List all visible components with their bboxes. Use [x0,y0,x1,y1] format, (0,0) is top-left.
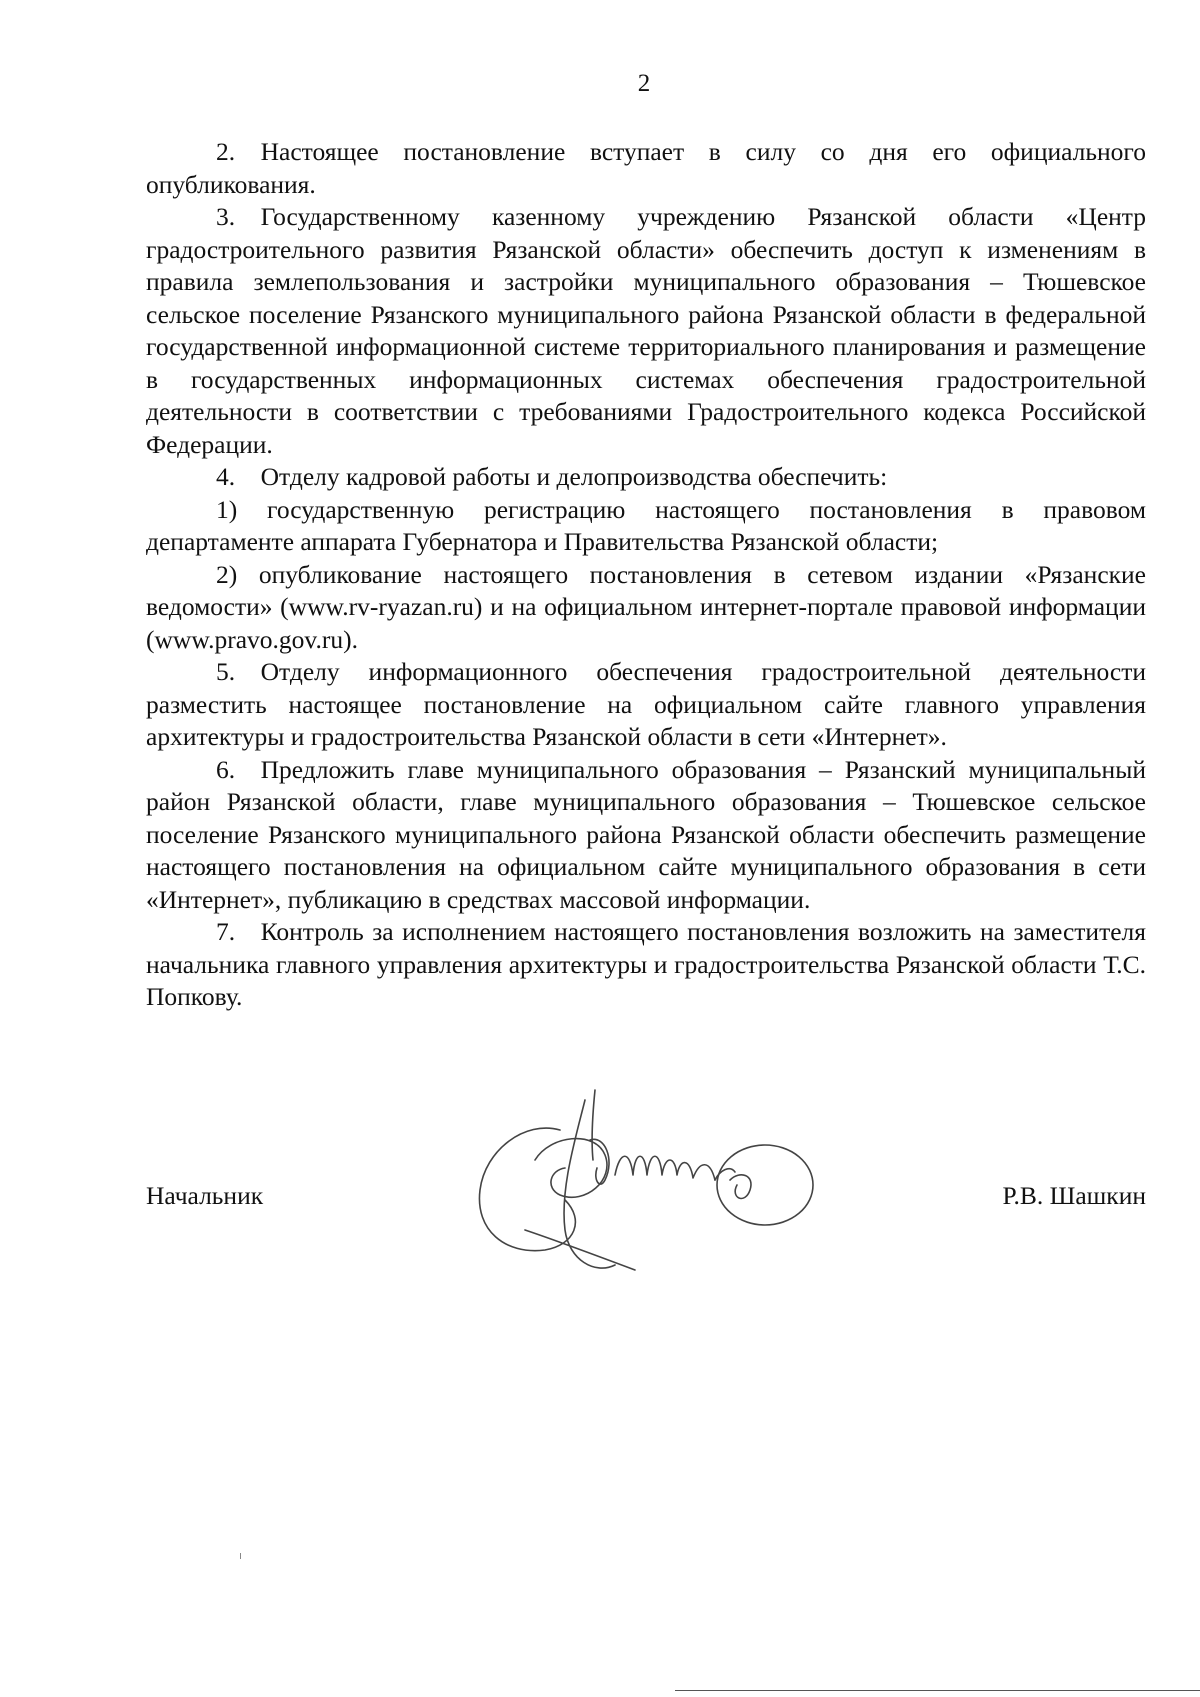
signatory-title: Начальник [146,1181,264,1210]
page-number: 2 [637,70,651,97]
document-body [146,136,1146,1014]
paragraph-subitem-1: 1) государственную регистрацию настоящего постановления в правовом департаменте аппарата Губернатора и Правительства Рязанской области; [146,494,1146,556]
scan-artifact [240,1553,241,1559]
paragraph-item-7: 7. Контроль за исполнением настоящего постановления возложить на заместителя начальника главного управления архитектуры и градостроительства Рязанской области Т.С. Попкову. [146,917,1146,1011]
paragraph-item-3: 3. Государственному казенному учреждению Рязанской области «Центр градостроительного развития Рязанской области» обеспечить доступ к изменениям в правила землепользования и застройки муниципального образования – Тюшевское сельское поселение Рязанского муниципального района Рязанской области в федеральной государственной информационной системе территориального планирования и размещение в государственных информационных системах обеспечения градостроительной деятельности в соответствии с требованиями Градостроительного кодекса Российской Федерации. [146,202,1146,459]
signatory-name: Р.В. Шашкин [1002,1181,1146,1210]
paragraph-item-5: 5. Отделу информационного обеспечения градостроительной деятельности разместить настоящее постановление на официальном сайте главного управления архитектуры и градостроительства Рязанской области в сети «Интернет». [146,657,1146,751]
paragraph-item-6: 6. Предложить главе муниципального образования – Рязанский муниципальный район Рязанской области, главе муниципального образования – Тюшевское сельское поселение Рязанского муниципального района Рязанской области обеспечить размещение настоящего постановления на официальном сайте муниципального образования в сети «Интернет», публикацию в средствах массовой информации. [146,754,1146,914]
paragraph-item-4: 4. Отделу кадровой работы и делопроизводства обеспечить: [216,462,888,491]
bottom-scan-line [675,1690,1200,1691]
paragraph-item-2: 2. Настоящее постановление вступает в силу со дня его официального опубликования. [146,137,1146,199]
handwritten-signature [465,1080,875,1280]
paragraph-subitem-2: 2) опубликование настоящего постановления в сетевом издании «Рязанские ведомости» (www.rv-ryazan.ru) и на официальном интернет-портале правовой информации (www.pravo.gov.ru). [146,559,1146,654]
